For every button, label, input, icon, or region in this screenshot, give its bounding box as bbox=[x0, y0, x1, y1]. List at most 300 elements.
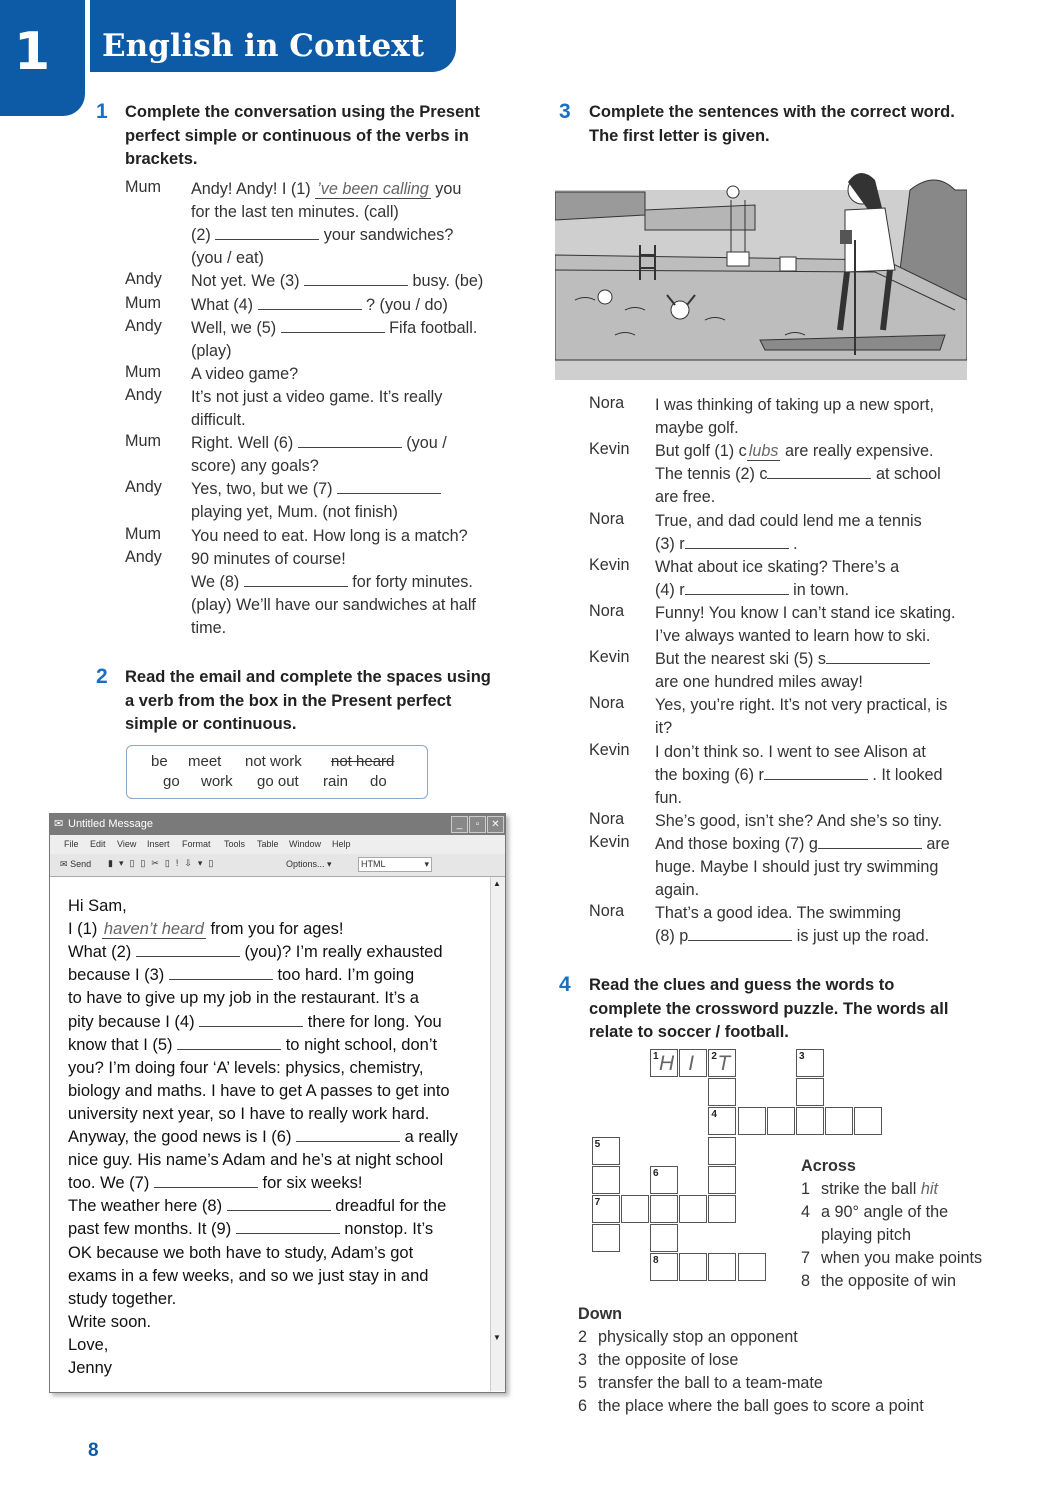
text-segment: busy. (be) bbox=[408, 272, 484, 291]
speaker-name: Mum bbox=[125, 432, 161, 451]
text-segment: is just up the road. bbox=[792, 927, 930, 946]
text-segment: to night school, don’t bbox=[281, 1035, 438, 1054]
dialogue-text bbox=[191, 409, 246, 432]
dialogue-text bbox=[191, 224, 453, 247]
crossword-letter: H bbox=[659, 1052, 675, 1075]
maximize-icon[interactable]: ▫ bbox=[469, 816, 486, 833]
text-segment: time. bbox=[191, 618, 227, 637]
clue-text: the opposite of win bbox=[821, 1272, 956, 1290]
dialogue-text bbox=[655, 579, 849, 602]
example-answer: lubs bbox=[748, 442, 779, 461]
email-line bbox=[68, 895, 127, 918]
dialogue-text bbox=[191, 525, 468, 548]
text-segment: What about ice skating? There’s a bbox=[655, 557, 900, 576]
clue-number: 2 bbox=[578, 1328, 588, 1346]
speaker-name: Andy bbox=[125, 270, 162, 289]
email-line bbox=[68, 1034, 437, 1057]
email-line bbox=[68, 1218, 433, 1241]
crossword-cell[interactable] bbox=[592, 1224, 620, 1252]
dialogue-text bbox=[655, 648, 930, 671]
dialogue-text bbox=[655, 810, 942, 833]
text-segment: in town. bbox=[788, 580, 849, 599]
example-answer: ’ve been calling bbox=[317, 180, 429, 198]
answer-blank[interactable] bbox=[818, 833, 922, 849]
answer-blank[interactable] bbox=[296, 1126, 400, 1142]
dialogue-text bbox=[191, 386, 442, 409]
crossword-cell[interactable] bbox=[796, 1107, 824, 1135]
word-box-item: go out bbox=[257, 773, 299, 790]
text-segment: The weather here (8) bbox=[68, 1197, 227, 1216]
text-segment: Anyway, the good news is I (6) bbox=[68, 1128, 297, 1146]
text-segment: you? I’m doing four ‘A’ levels: physics, chemistry, bbox=[68, 1058, 424, 1077]
crossword-cell[interactable] bbox=[650, 1166, 678, 1194]
text-segment: exams in a few weeks, and so we just stay in and bbox=[68, 1266, 429, 1285]
crossword-cell[interactable] bbox=[708, 1195, 736, 1223]
example-answer: haven’t heard bbox=[103, 920, 204, 939]
speaker-name: Andy bbox=[125, 316, 162, 335]
dialogue-text bbox=[655, 925, 929, 948]
crossword-cell[interactable] bbox=[650, 1253, 678, 1281]
clue-text: strike the ball bbox=[821, 1180, 921, 1198]
menu-window[interactable]: Window bbox=[289, 839, 322, 849]
text-segment: are free. bbox=[655, 488, 716, 507]
text-segment: again. bbox=[655, 881, 700, 900]
across-clue bbox=[801, 1178, 938, 1201]
crossword-cell[interactable] bbox=[854, 1107, 882, 1135]
email-title-bar bbox=[50, 814, 505, 835]
dialogue-text bbox=[655, 602, 956, 625]
dialogue-text bbox=[191, 178, 461, 201]
text-segment: for six weeks! bbox=[257, 1174, 363, 1193]
send-button[interactable]: ✉ Send bbox=[60, 859, 92, 869]
text-segment: are really expensive. bbox=[780, 442, 934, 461]
dialogue-text bbox=[655, 625, 930, 648]
text-segment: (3) r bbox=[655, 534, 685, 553]
scroll-down-icon[interactable]: ▼ bbox=[493, 1333, 501, 1342]
text-segment: A video game? bbox=[191, 364, 299, 383]
speaker-name: Andy bbox=[125, 385, 162, 404]
clue-text: when you make points bbox=[821, 1249, 983, 1267]
email-line bbox=[68, 918, 343, 941]
dialogue-text bbox=[655, 394, 934, 417]
dialogue-text bbox=[655, 463, 941, 486]
dialogue-text bbox=[191, 571, 473, 594]
crossword-cell[interactable] bbox=[592, 1137, 620, 1165]
text-segment: (play) bbox=[191, 341, 232, 360]
down-heading: Down bbox=[578, 1305, 623, 1323]
email-line bbox=[68, 1103, 429, 1126]
text-segment: too. We (7) bbox=[68, 1174, 154, 1193]
dialogue-text bbox=[655, 879, 699, 902]
swimming-pool-illustration bbox=[555, 160, 967, 380]
across-clue bbox=[801, 1201, 948, 1224]
menu-help[interactable]: Help bbox=[332, 839, 351, 849]
text-segment: huge. Maybe I should just try swimming bbox=[655, 858, 939, 876]
clue-number: 8 bbox=[801, 1272, 811, 1290]
menu-format[interactable]: Format bbox=[182, 839, 211, 849]
down-clue bbox=[578, 1349, 738, 1372]
answer-blank[interactable] bbox=[258, 294, 362, 310]
word-box bbox=[126, 745, 428, 799]
dialogue-text bbox=[655, 764, 943, 787]
text-segment: Love, bbox=[68, 1335, 109, 1354]
down-clue bbox=[578, 1372, 823, 1395]
text-segment: . It looked bbox=[867, 765, 943, 784]
speaker-name: Kevin bbox=[589, 832, 630, 851]
email-line bbox=[68, 1011, 442, 1034]
speaker-name: Nora bbox=[589, 694, 625, 713]
page-title: English in Context bbox=[102, 28, 425, 64]
text-segment: playing yet, Mum. (not finish) bbox=[191, 503, 398, 522]
text-segment: difficult. bbox=[191, 411, 246, 429]
text-segment: maybe golf. bbox=[655, 419, 739, 438]
dialogue-text bbox=[655, 486, 715, 509]
scrollbar[interactable] bbox=[490, 877, 505, 1391]
text-segment: We (8) bbox=[191, 572, 244, 591]
text-segment: She’s good, isn’t she? And she’s so tiny. bbox=[655, 811, 943, 830]
answer-blank[interactable] bbox=[177, 1034, 281, 1050]
clue-text: transfer the ball to a team-mate bbox=[598, 1374, 823, 1392]
text-segment: I (1) bbox=[68, 920, 102, 939]
dialogue-text bbox=[655, 717, 672, 740]
text-segment: your sandwiches? bbox=[319, 226, 454, 245]
answer-blank[interactable] bbox=[826, 648, 930, 664]
answer-blank[interactable] bbox=[244, 571, 348, 587]
email-body[interactable] bbox=[51, 877, 489, 1390]
word-box-item: work bbox=[201, 773, 233, 790]
dialogue-text bbox=[655, 833, 950, 856]
email-window-title: Untitled Message bbox=[68, 818, 153, 830]
text-segment: Fifa football. bbox=[384, 318, 478, 337]
across-clue bbox=[801, 1224, 911, 1247]
text-segment: Hi Sam, bbox=[68, 897, 127, 915]
text-segment: dreadful for the bbox=[330, 1197, 447, 1216]
answer-blank[interactable] bbox=[298, 432, 402, 448]
answer-blank[interactable] bbox=[136, 941, 240, 957]
crossword-cell[interactable] bbox=[796, 1078, 824, 1106]
text-segment: to have to give up my job in the restaurant. It’s a bbox=[68, 989, 419, 1008]
word-box-item-crossed: not heard bbox=[331, 753, 395, 770]
clue-text: the place where the ball goes to score a point bbox=[598, 1397, 924, 1415]
crossword-cell[interactable] bbox=[796, 1049, 824, 1077]
word-box-item: rain bbox=[323, 773, 349, 790]
text-segment: biology and maths. I have to get A passes to get into bbox=[68, 1081, 450, 1100]
text-segment: from you for ages! bbox=[205, 920, 344, 939]
email-line bbox=[68, 941, 443, 964]
speaker-name: Mum bbox=[125, 524, 161, 543]
text-segment: . bbox=[788, 534, 798, 553]
answer-blank[interactable] bbox=[764, 764, 868, 780]
answer-blank[interactable] bbox=[688, 925, 792, 941]
speaker-name: Kevin bbox=[589, 555, 630, 574]
menu-table[interactable]: Table bbox=[257, 839, 279, 849]
email-line bbox=[68, 1126, 458, 1149]
speaker-name: Nora bbox=[589, 809, 625, 828]
text-segment: But the nearest ski (5) s bbox=[655, 650, 826, 669]
speaker-name: Andy bbox=[125, 547, 162, 566]
exercise-1-number: 1 bbox=[96, 100, 108, 123]
email-line bbox=[68, 1311, 151, 1334]
answer-blank[interactable] bbox=[281, 317, 385, 333]
options-button[interactable]: Options... ▾ bbox=[286, 859, 332, 869]
answer-blank[interactable] bbox=[304, 270, 408, 286]
dialogue-text bbox=[191, 270, 483, 293]
speaker-name: Kevin bbox=[589, 648, 630, 667]
text-segment: you bbox=[430, 180, 462, 198]
scroll-up-icon[interactable]: ▲ bbox=[493, 879, 501, 888]
text-segment: at school bbox=[871, 465, 941, 484]
text-segment: study together. bbox=[68, 1289, 177, 1308]
text-segment: True, and dad could lend me a tennis bbox=[655, 511, 922, 530]
dialogue-text bbox=[191, 317, 477, 340]
text-segment: Yes, two, but we (7) bbox=[191, 480, 338, 499]
clue-number: 1 bbox=[801, 1180, 811, 1198]
answer-blank[interactable] bbox=[154, 1172, 258, 1188]
text-segment: (8) p bbox=[655, 927, 689, 946]
text-segment: fun. bbox=[655, 788, 683, 807]
menu-view[interactable]: View bbox=[117, 839, 137, 849]
text-segment: for forty minutes. bbox=[347, 572, 473, 591]
clue-number: 4 bbox=[801, 1203, 811, 1221]
answer-blank[interactable] bbox=[169, 964, 273, 980]
text-segment: Funny! You know I can’t stand ice skating. bbox=[655, 603, 956, 622]
speaker-name: Kevin bbox=[589, 740, 630, 759]
email-line bbox=[68, 964, 414, 987]
email-line bbox=[68, 1057, 424, 1080]
dialogue-text bbox=[191, 363, 298, 386]
answer-blank[interactable] bbox=[337, 478, 441, 494]
speaker-name: Nora bbox=[589, 902, 625, 921]
text-segment: (play) We’ll have our sandwiches at half bbox=[191, 595, 476, 614]
email-menu-bar bbox=[50, 835, 505, 855]
dialogue-text bbox=[191, 478, 441, 501]
clue-number: 8 bbox=[653, 1255, 659, 1267]
word-box-item: go bbox=[163, 773, 180, 790]
answer-blank[interactable] bbox=[199, 1011, 303, 1027]
crossword-cell[interactable] bbox=[650, 1195, 678, 1223]
dialogue-text bbox=[655, 902, 901, 925]
answer-blank[interactable] bbox=[685, 533, 789, 549]
dialogue-text bbox=[191, 294, 448, 317]
speaker-name: Andy bbox=[125, 478, 162, 497]
text-segment: What (2) bbox=[68, 943, 136, 962]
format-select[interactable]: HTML ▾ bbox=[358, 857, 432, 872]
crossword-cell[interactable] bbox=[708, 1137, 736, 1165]
email-line bbox=[68, 987, 419, 1010]
text-segment: I don’t think so. I went to see Alison at bbox=[655, 742, 926, 761]
unit-number: 1 bbox=[14, 22, 51, 82]
dialogue-text bbox=[655, 556, 899, 579]
clue-number: 7 bbox=[594, 1197, 601, 1208]
clue-number: 3 bbox=[799, 1051, 805, 1062]
text-segment: Jenny bbox=[68, 1359, 113, 1377]
clue-number: 5 bbox=[594, 1138, 601, 1150]
dialogue-text bbox=[655, 417, 739, 440]
word-box-item: do bbox=[370, 773, 387, 790]
word-box-item: meet bbox=[188, 753, 222, 770]
dialogue-text bbox=[191, 617, 226, 640]
crossword-cell[interactable] bbox=[650, 1224, 678, 1252]
dialogue-text bbox=[191, 201, 399, 224]
email-line bbox=[68, 1334, 108, 1357]
crossword-cell[interactable] bbox=[592, 1166, 620, 1194]
text-segment: Not yet. We (3) bbox=[191, 272, 305, 291]
dialogue-text bbox=[655, 440, 933, 463]
envelope-icon: ✉ bbox=[54, 818, 64, 830]
email-line bbox=[68, 1288, 176, 1311]
email-line bbox=[68, 1242, 413, 1265]
exercise-2-number: 2 bbox=[96, 665, 108, 688]
minimize-icon[interactable]: _ bbox=[451, 816, 468, 833]
crossword-cell[interactable] bbox=[592, 1195, 620, 1223]
dialogue-text bbox=[191, 548, 346, 571]
text-segment: are one hundred miles away! bbox=[655, 673, 863, 692]
text-segment: ? (you / do) bbox=[361, 295, 448, 314]
clue-number: 7 bbox=[801, 1249, 811, 1267]
crossword-letter: I bbox=[688, 1052, 695, 1075]
dialogue-text bbox=[655, 694, 947, 717]
clue-number: 2 bbox=[711, 1051, 717, 1062]
text-segment: Yes, you’re right. It’s not very practical, is bbox=[655, 696, 948, 715]
speaker-name: Mum bbox=[125, 178, 161, 196]
answer-blank[interactable] bbox=[227, 1195, 331, 1211]
text-segment: (4) r bbox=[655, 580, 685, 599]
crossword-cell[interactable] bbox=[679, 1195, 707, 1223]
speaker-name: Nora bbox=[589, 601, 625, 620]
text-segment: Well, we (5) bbox=[191, 318, 281, 337]
crossword-cell[interactable] bbox=[679, 1253, 707, 1281]
dialogue-text bbox=[655, 510, 922, 533]
exercise-1-instruction: Complete the conversation using the Present perfect simple or continuous of the verbs in brackets. bbox=[125, 103, 480, 168]
text-segment: It’s not just a video game. It’s really bbox=[191, 387, 443, 406]
dialogue-text bbox=[655, 533, 798, 556]
clue-number: 3 bbox=[578, 1351, 588, 1369]
answer-blank[interactable] bbox=[215, 224, 319, 240]
clue-number: 6 bbox=[578, 1397, 588, 1415]
dialogue-text bbox=[191, 340, 231, 363]
menu-file[interactable]: File bbox=[64, 839, 79, 849]
dialogue-text bbox=[655, 741, 926, 764]
text-segment: for the last ten minutes. (call) bbox=[191, 203, 399, 222]
dialogue-text bbox=[655, 671, 863, 694]
clue-text: playing pitch bbox=[821, 1226, 911, 1244]
answer-blank[interactable] bbox=[685, 579, 789, 595]
down-clue bbox=[578, 1395, 924, 1418]
email-line bbox=[68, 1080, 450, 1103]
crossword-cell[interactable] bbox=[738, 1107, 766, 1135]
across-clue bbox=[801, 1270, 956, 1293]
crossword-letter: T bbox=[717, 1052, 731, 1075]
crossword-cell[interactable] bbox=[621, 1195, 649, 1223]
text-segment: (2) bbox=[191, 226, 216, 245]
crossword-cell[interactable] bbox=[708, 1166, 736, 1194]
text-segment: nonstop. It’s bbox=[339, 1220, 434, 1239]
clue-number: 6 bbox=[653, 1167, 659, 1179]
speaker-name: Mum bbox=[125, 293, 161, 312]
down-clue bbox=[578, 1326, 798, 1349]
across-heading: Across bbox=[801, 1157, 856, 1175]
text-segment: score) any goals? bbox=[191, 457, 319, 476]
text-segment: Write soon. bbox=[68, 1312, 152, 1331]
dialogue-text bbox=[655, 856, 938, 879]
text-segment: too hard. I’m going bbox=[272, 966, 415, 985]
menu-edit[interactable]: Edit bbox=[90, 839, 106, 849]
crossword-cell[interactable] bbox=[825, 1107, 853, 1135]
menu-insert[interactable]: Insert bbox=[147, 839, 170, 849]
text-segment: And those boxing (7) g bbox=[655, 834, 818, 853]
exercise-3-instruction: Complete the sentences with the correct word. The first letter is given. bbox=[589, 103, 955, 145]
send-icon: ✉ bbox=[60, 859, 68, 869]
email-toolbar bbox=[50, 854, 505, 877]
dialogue-text bbox=[655, 787, 682, 810]
text-segment: past few months. It (9) bbox=[68, 1220, 236, 1239]
clue-text: a 90° angle of the bbox=[821, 1203, 949, 1221]
email-line bbox=[68, 1172, 362, 1195]
text-segment: nice guy. His name’s Adam and he’s at night school bbox=[68, 1151, 444, 1170]
text-segment: because I (3) bbox=[68, 966, 169, 985]
text-segment: Right. Well (6) bbox=[191, 434, 298, 453]
text-segment: the boxing (6) r bbox=[655, 765, 764, 784]
text-segment: The tennis (2) c bbox=[655, 465, 768, 484]
dialogue-text bbox=[191, 247, 264, 270]
crossword-cell[interactable] bbox=[708, 1078, 736, 1106]
text-segment: are bbox=[921, 834, 950, 853]
email-line bbox=[68, 1195, 446, 1218]
menu-tools[interactable]: Tools bbox=[224, 839, 246, 849]
clue-text: physically stop an opponent bbox=[598, 1328, 798, 1346]
text-segment: That’s a good idea. The swimming bbox=[655, 904, 901, 923]
dialogue-text bbox=[191, 594, 476, 617]
dialogue-text bbox=[191, 455, 319, 478]
email-window bbox=[49, 813, 506, 1393]
crossword-cell[interactable] bbox=[708, 1107, 736, 1135]
text-segment: a really bbox=[400, 1128, 458, 1146]
dialogue-text bbox=[191, 501, 398, 524]
exercise-4-number: 4 bbox=[559, 973, 571, 996]
text-segment: I’ve always wanted to learn how to ski. bbox=[655, 627, 931, 645]
crossword-cell[interactable] bbox=[767, 1107, 795, 1135]
text-segment: But golf (1) c bbox=[655, 442, 747, 461]
answer-blank[interactable] bbox=[767, 463, 871, 479]
text-segment: (you / eat) bbox=[191, 249, 264, 268]
speaker-name: Nora bbox=[589, 394, 625, 412]
exercise-3-number: 3 bbox=[559, 100, 571, 123]
text-segment: What (4) bbox=[191, 295, 258, 314]
word-box-item: be bbox=[151, 753, 168, 770]
text-segment: Andy! Andy! I (1) bbox=[191, 180, 316, 198]
clue-number: 1 bbox=[653, 1051, 659, 1062]
toolbar-icons[interactable]: ▮▾▯▯✂▯!⇩▾▯ bbox=[108, 858, 220, 868]
exercise-4-instruction: Read the clues and guess the words to complete the crossword puzzle. The words all relate to soccer / football. bbox=[589, 976, 949, 1041]
clue-number: 5 bbox=[578, 1374, 588, 1392]
text-segment: pity because I (4) bbox=[68, 1012, 200, 1031]
answer-blank[interactable] bbox=[236, 1218, 340, 1234]
close-icon[interactable]: ✕ bbox=[487, 816, 504, 833]
text-segment: (you / bbox=[401, 434, 447, 453]
text-segment: there for long. You bbox=[303, 1012, 442, 1031]
clue-number: 4 bbox=[711, 1109, 717, 1121]
dialogue-text bbox=[191, 432, 447, 455]
example-answer: hit bbox=[920, 1180, 938, 1198]
page-number: 8 bbox=[88, 1440, 99, 1461]
clue-text: the opposite of lose bbox=[598, 1351, 739, 1369]
crossword-cell[interactable] bbox=[738, 1253, 766, 1281]
crossword-cell[interactable] bbox=[708, 1253, 736, 1281]
text-segment: (you)? I’m really exhausted bbox=[239, 943, 443, 962]
text-segment: university next year, so I have to really work hard. bbox=[68, 1104, 430, 1123]
email-line bbox=[68, 1357, 112, 1380]
speaker-name: Kevin bbox=[589, 440, 630, 459]
